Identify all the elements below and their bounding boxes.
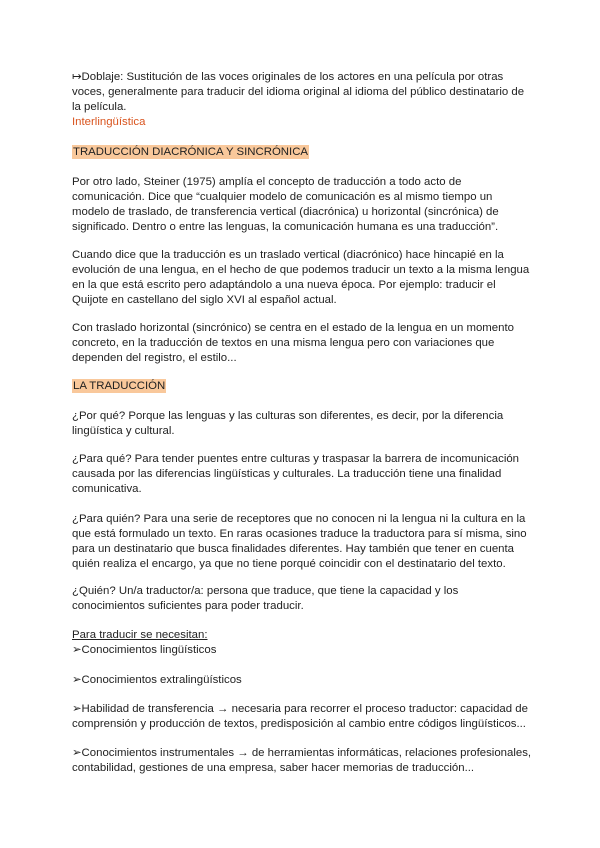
bullet-linguisticos xyxy=(72,643,532,658)
horizontal-paragraph: Con traslado horizontal (sincrónico) se centra en el estado de la lengua en un momento concreto, en la traducción de textos en una misma lengua pero con variaciones que dependen del registro, el estilo... xyxy=(72,322,514,364)
bullet-instrumentales xyxy=(72,746,532,776)
doblaje-text: Doblaje: Sustitución de las voces originales de los actores en una película por otras voces, generalmente para traducir del idioma original al idioma del público destinatario de la película. xyxy=(72,71,525,113)
doblaje-paragraph xyxy=(72,70,530,130)
arrowhead-bullet-icon: ➢ xyxy=(72,703,82,715)
needs-heading-text: Para traducir se necesitan: xyxy=(72,629,208,641)
arrowhead-bullet-icon: ➢ xyxy=(72,747,82,759)
section-heading-traduccion xyxy=(72,379,530,394)
para-que-paragraph: ¿Para qué? Para tender puentes entre culturas y traspasar la barrera de incomunicación causada por las diferencias lingüísticas y culturales. La traducción tiene una finalidad comunicativa. xyxy=(72,453,520,495)
para-quien-paragraph: ¿Para quién? Para una serie de receptores que no conocen ni la lengua ni la cultura en la que está formulado un texto. En raras ocasiones traduce la traductora para sí misma, sino para un destinatario que busca finalidades diferentes. Hay también que tener en cuenta quién realiza el encargo, ya que no tiene porqué coincidir con el destinatario del texto. xyxy=(72,513,527,570)
steiner-paragraph: Por otro lado, Steiner (1975) amplía el concepto de traducción a todo acto de comunicación. Dice que “cualquier modelo de comunicación es al mismo tiempo un modelo de traslado, de transferencia vertical (diacrónica) u horizontal (sincrónica) de significado. Dentro o entre las lenguas, la comunicación humana es una traducción”. xyxy=(72,176,499,233)
vertical-paragraph: Cuando dice que la traducción es un traslado vertical (diacrónico) hace hincapié en la evolución de una lengua, en el hecho de que podemos traducir un texto a la misma lengua en la que está escrito pero adaptándolo a una nueva época. Por ejemplo: traducir el Quijote en castellano del siglo XVI al español actual. xyxy=(72,249,530,306)
quien-paragraph: ¿Quién? Un/a traductor/a: persona que traduce, que tiene la capacidad y los conocimientos suficientes para poder traducir. xyxy=(72,585,459,612)
section-heading-diacronica xyxy=(72,145,530,160)
bullet-text: Conocimientos instrumentales → de herramientas informáticas, relaciones profesionales, contabilidad, gestiones de una empresa, saber hacer memorias de traducción... xyxy=(72,747,532,774)
bullet-text: Conocimientos extralingüísticos xyxy=(81,674,242,686)
heading-diacronica-text: TRADUCCIÓN DIACRÓNICA Y SINCRÓNICA xyxy=(73,146,309,158)
arrowhead-bullet-icon: ➢ xyxy=(72,674,82,686)
bullet-text: Habilidad de transferencia → necesaria para recorrer el proceso traductor: capacidad de comprensión y producción de textos, predisposición al cambio entre códigos lingüísticos... xyxy=(72,703,528,730)
bullet-text: Conocimientos lingüísticos xyxy=(81,644,217,656)
bullet-transferencia xyxy=(72,702,532,732)
heading-traduccion-text: LA TRADUCCIÓN xyxy=(73,380,166,392)
mapsto-symbol: ↦ xyxy=(72,71,82,83)
por-que-paragraph: ¿Por qué? Porque las lenguas y las culturas son diferentes, es decir, por la diferencia lingüística y cultural. xyxy=(72,410,504,437)
bullet-extralinguisticos xyxy=(72,673,532,688)
needs-heading xyxy=(72,628,530,643)
interlinguistica-tag: Interlingüística xyxy=(72,116,146,128)
arrowhead-bullet-icon: ➢ xyxy=(72,644,82,656)
